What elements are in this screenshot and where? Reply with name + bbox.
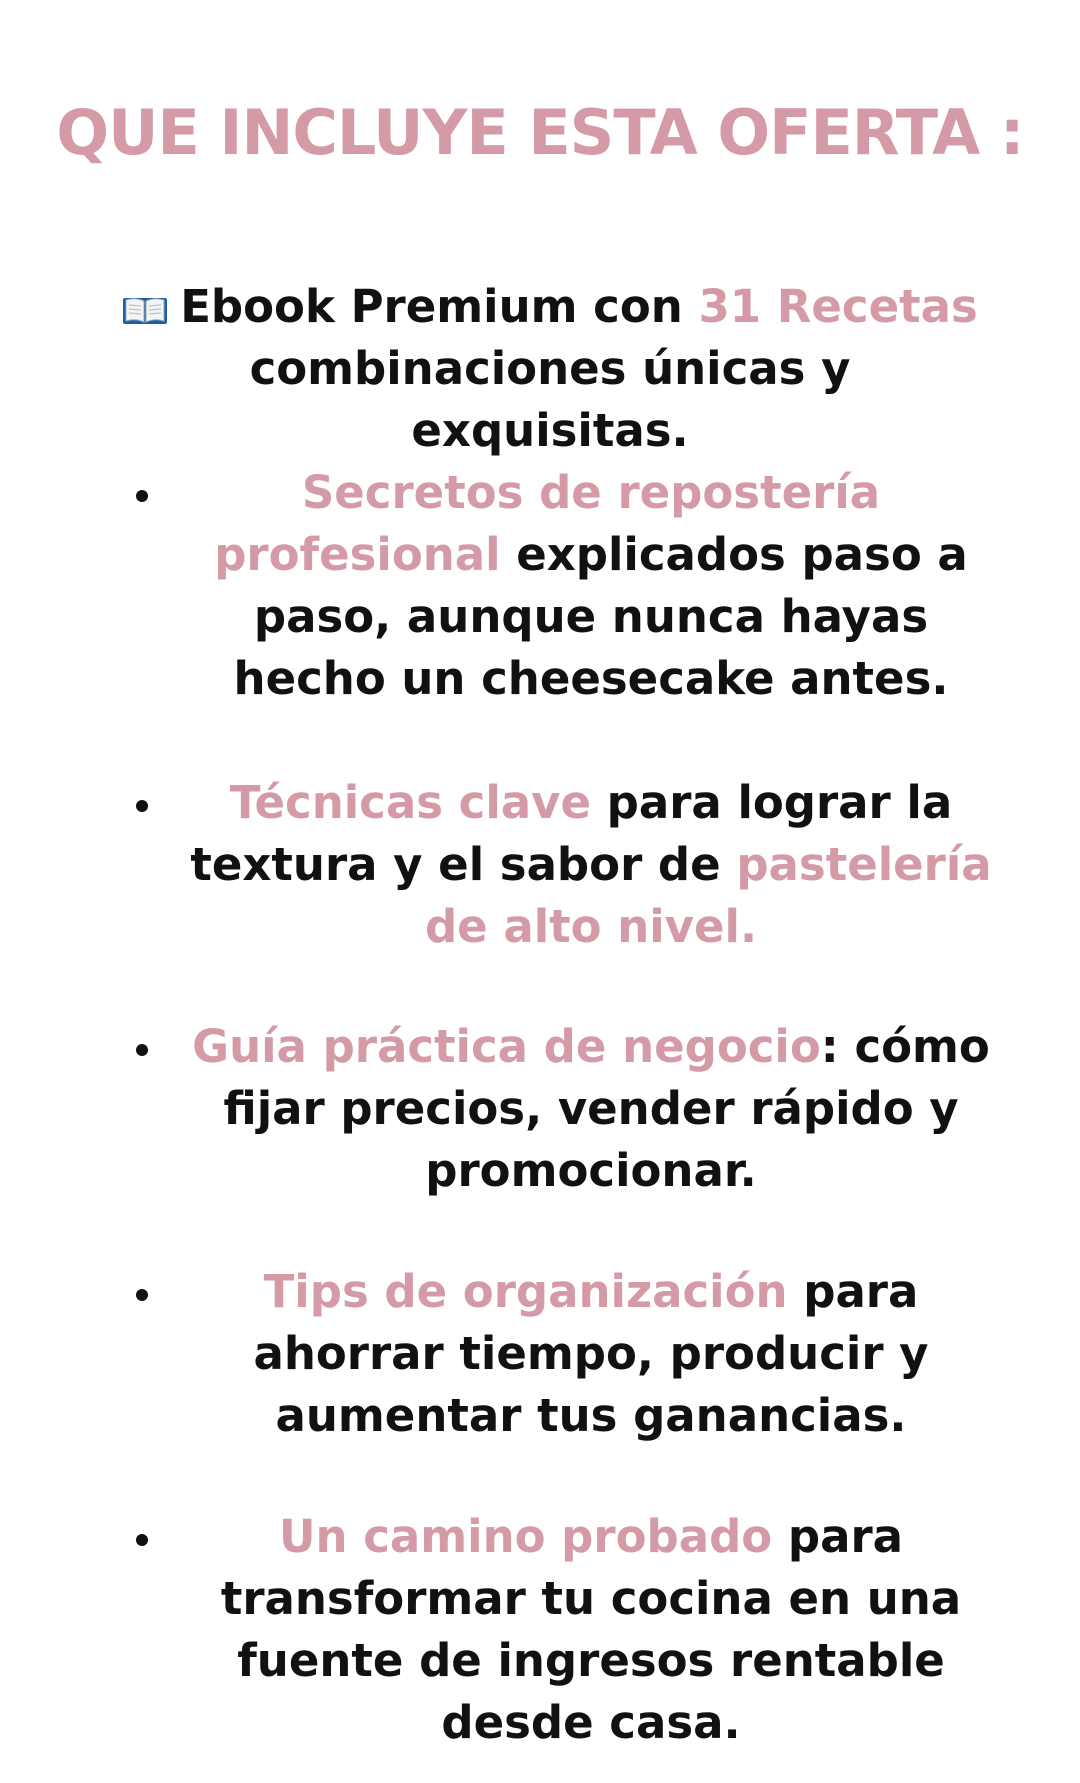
list-item-body: para lograr la textura y el sabor de [190,776,953,891]
intro-part1: Ebook Premium con [180,280,699,333]
list-item-highlight: Tips de organización [263,1265,788,1318]
bullet-icon [136,490,148,502]
intro-highlight: 31 Recetas [698,280,978,333]
list-item-text [188,772,994,958]
bullet-icon [136,800,148,812]
offer-title: QUE INCLUYE ESTA OFERTA : [56,96,1024,169]
list-item-body: para ahorrar tiempo, producir y aumentar tus ganancias. [253,1265,929,1442]
list-item-highlight: Un camino probado [278,1510,773,1563]
intro-text [120,276,980,462]
list-item-highlight: Técnicas clave [229,776,591,829]
list-item [136,1261,996,1447]
list-item [136,1016,996,1202]
list-item-text [188,1261,994,1447]
list-item [136,462,996,710]
list-item-text [188,1016,994,1202]
list-item-highlight: Secretos de repostería profesional [214,466,881,581]
list-item-highlight: Guía práctica de negocio [192,1020,821,1073]
list-item-text [188,1506,994,1754]
intro-part2: combinaciones únicas y exquisitas. [249,342,851,457]
list-item-body: para transformar tu cocina en una fuente de ingresos rentable desde casa. [220,1510,962,1749]
list-item-body: : cómo fijar precios, vender rápido y promocionar. [223,1020,990,1197]
list-item [136,772,996,958]
list-item-highlight-secondary: pastelería de alto nivel. [424,838,992,953]
list-item-text [188,462,994,710]
open-book-icon [122,295,168,325]
bullet-icon [136,1534,148,1546]
list-item-body: explicados paso a paso, aunque nunca hayas hecho un cheesecake antes. [233,528,968,705]
bullet-icon [136,1044,148,1056]
list-item [136,1506,996,1754]
bullet-icon [136,1289,148,1301]
